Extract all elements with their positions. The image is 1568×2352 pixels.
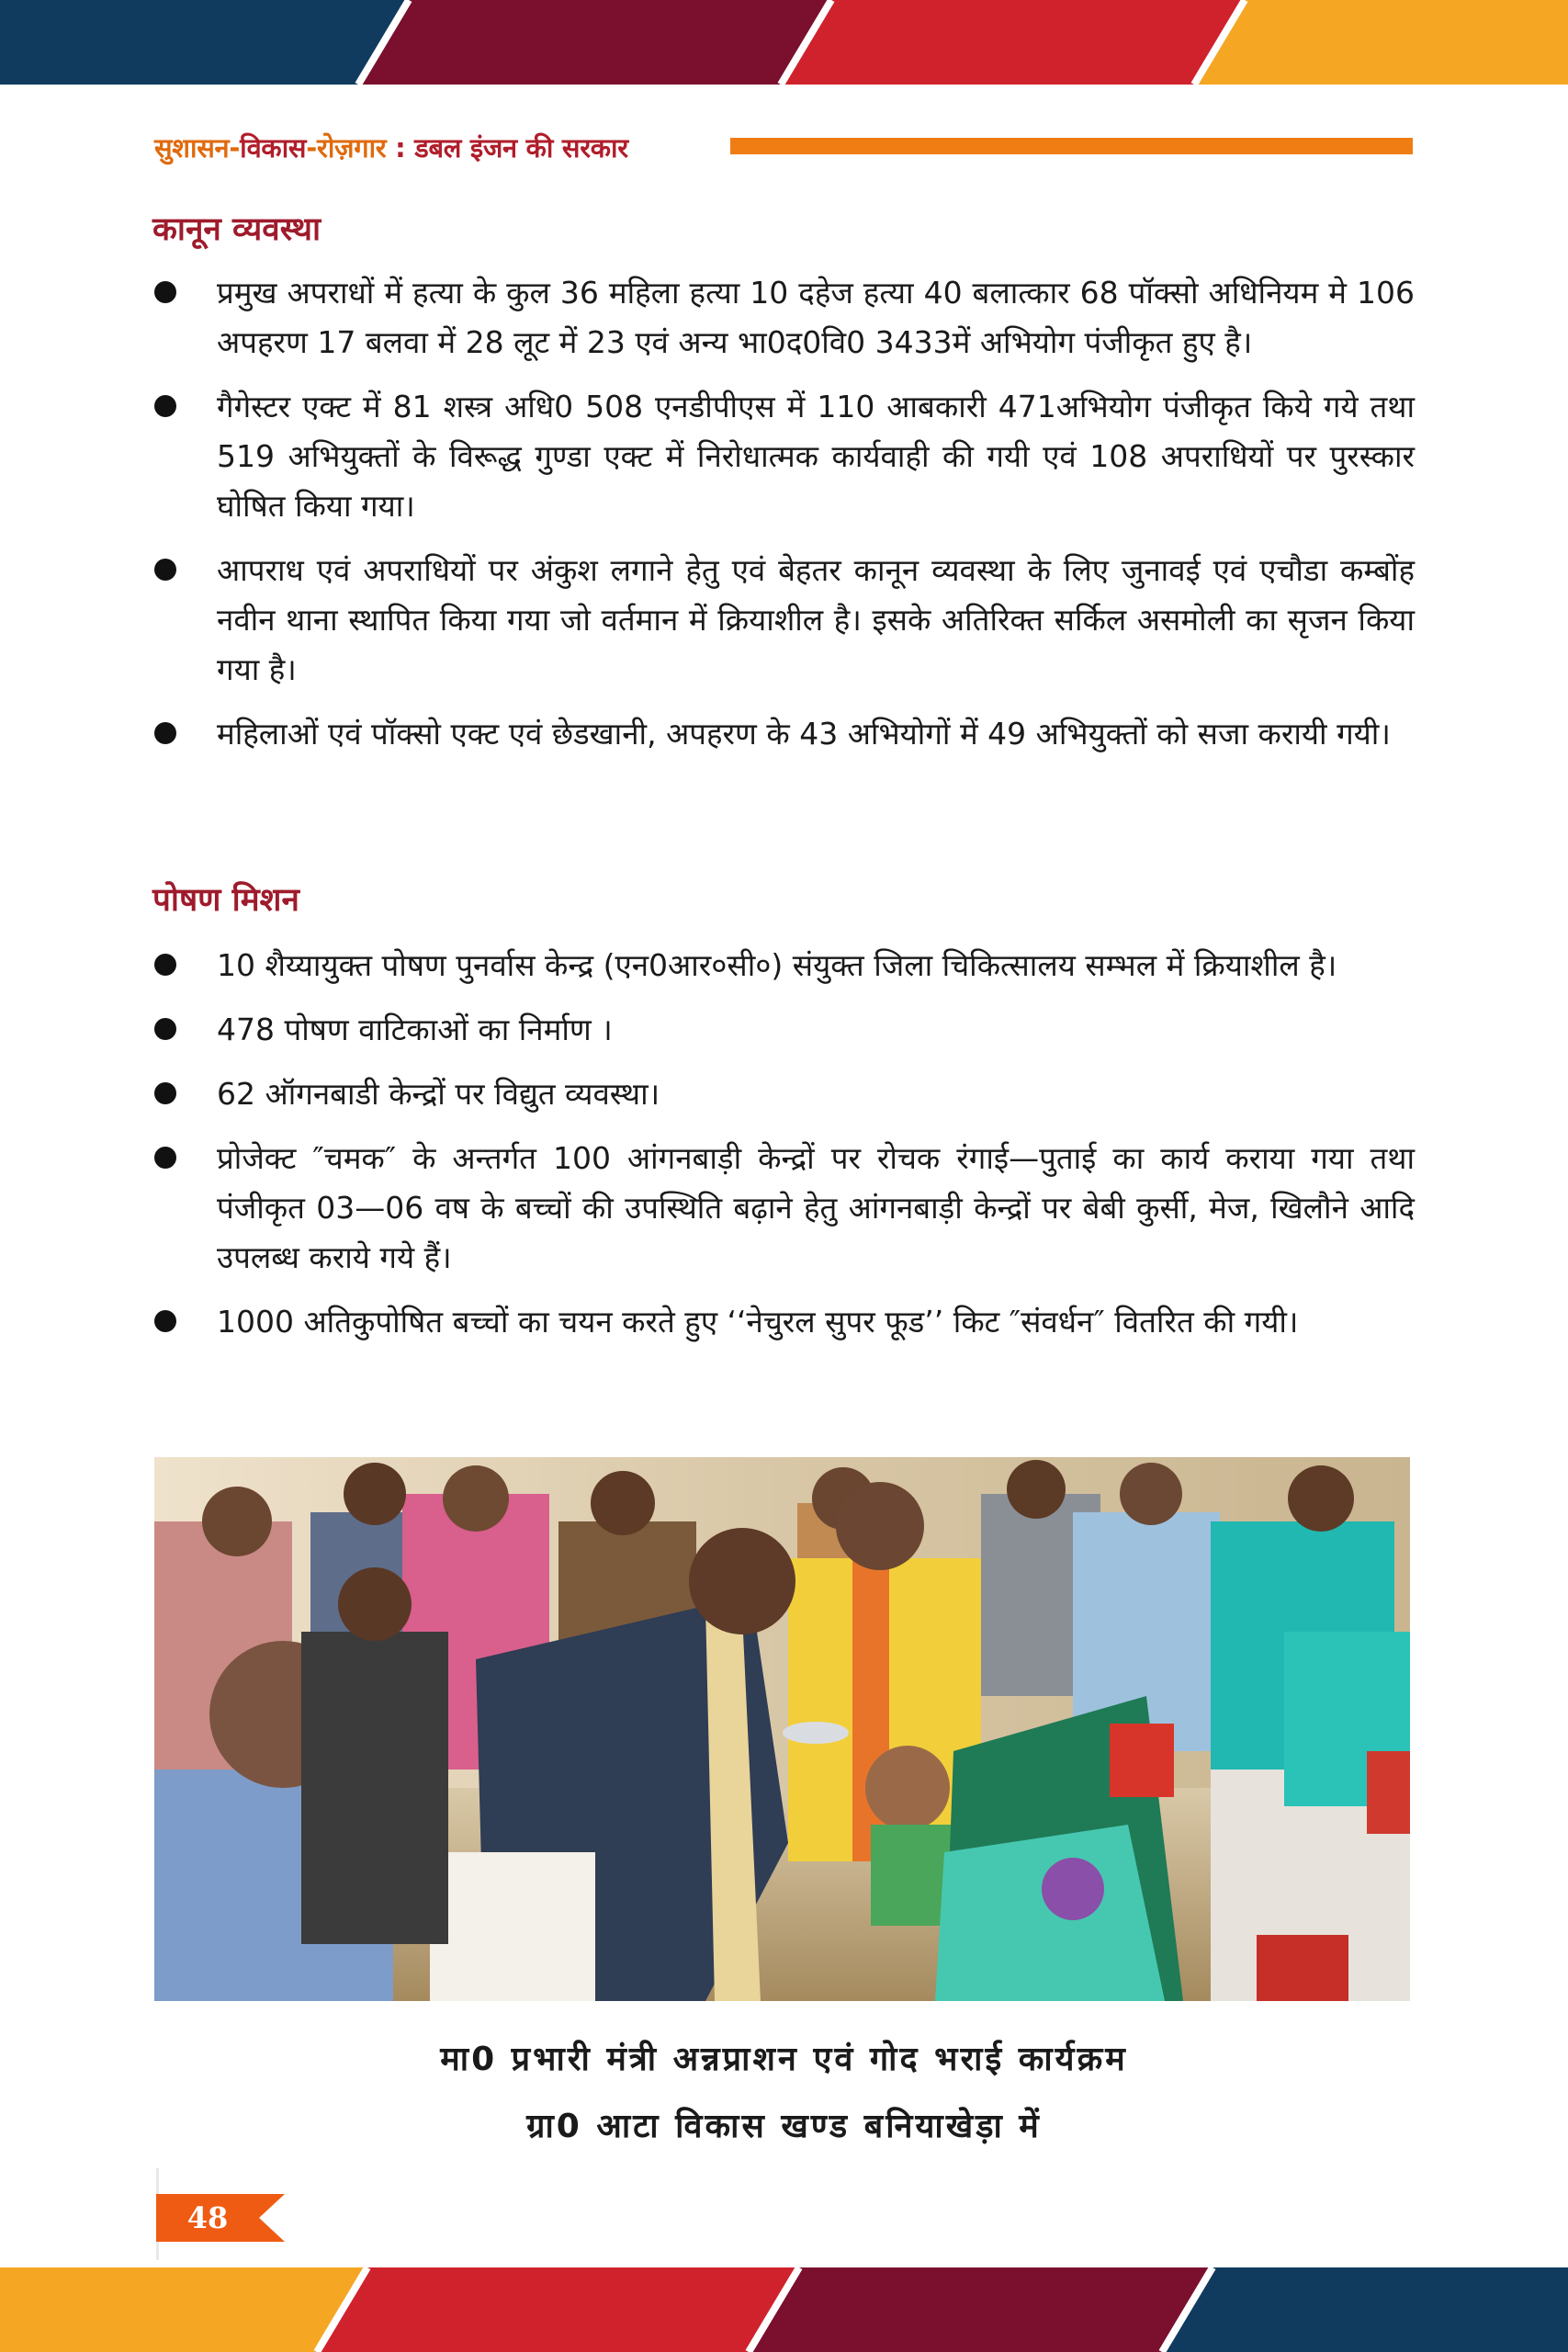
law-order-list [152,268,1415,774]
photo-caption-line-1: मा0 प्रभारी मंत्री अन्नप्राशन एवं गोद भराई कार्यक्रम [440,2041,1128,2078]
bullet-icon [154,1147,176,1169]
photo-caption-line-2: ग्रा0 आटा विकास खण्ड बनियाखेड़ा में [526,2108,1042,2145]
running-head-part-development: विकास [240,131,307,164]
list-item [152,709,1415,759]
list-item [152,1005,1415,1055]
list-item-text: आपराध एवं अपराधियों पर अंकुश लगाने हेतु एवं बेहतर कानून व्यवस्था के लिए जुनावई एवं एचौडा कम्बोंह नवीन थाना स्थापित किया गया जो वर्तमान में क्रियाशील है। इसके अतिरिक्त सर्किल असमोली का सृजन किया गया है। [217,552,1415,687]
list-item-text: गैगेस्टर एक्ट में 81 शस्त्र अधि0 508 एनडीपीएस में 110 आबकारी 471अभियोग पंजीकृत किये गये तथा 519 अभियुक्तों के विरूद्ध गुण्डा एक्ट में निरोधात्मक कार्यवाही की गयी एवं 108 अपराधियों पर पुरस्कार घोषित किया गया। [217,389,1415,524]
list-item-text: 1000 अतिकुपोषित बच्चों का चयन करते हुए ‘‘नेचुरल सुपर फूड’’ किट ″संवर्धन″ वितरित की गयी। [217,1304,1299,1340]
list-item-text: महिलाओं एवं पॉक्सो एक्ट एवं छेडखानी, अपहरण के 43 अभियोगों में 49 अभियुक्तों को सजा करायी गयी। [217,716,1391,752]
list-item-text: प्रमुख अपराधों में हत्या के कुल 36 महिला हत्या 10 दहेज हत्या 40 बलात्कार 68 पॉक्सो अधिनियम मे 106 अपहरण 17 बलवा में 28 लूट में 23 एवं अन्य भा0द0वि0 3433में अभियोग पंजीकृत हुए है। [217,275,1415,360]
running-head-separator: - [229,131,241,164]
running-head-part-governance: सुशासन [154,131,230,164]
running-head-part-employment: रोज़गार [316,131,387,164]
bullet-icon [154,281,176,303]
bullet-icon [154,722,176,744]
list-item-text: 62 ऑगनबाडी केन्द्रों पर विद्युत व्यवस्था। [217,1076,660,1112]
section-title-law-order: कानून व्यवस्था [152,211,321,248]
list-item [152,382,1415,531]
list-item [152,268,1415,368]
top-color-band [0,0,1568,85]
bullet-icon [154,559,176,581]
running-head-rule [730,138,1413,154]
running-head-text [154,130,628,165]
list-item-text: 10 शैय्यायुक्त पोषण पुनर्वास केन्द्र (एन0आर०सी०) संयुक्त जिला चिकित्सालय सम्भल में क्रियाशील है। [217,947,1337,983]
list-item-text: 478 पोषण वाटिकाओं का निर्माण । [217,1012,613,1047]
bullet-icon [154,1310,176,1332]
list-item [152,1134,1415,1283]
running-head-separator: - [306,131,317,164]
section-title-nutrition-mission: पोषण मिशन [152,882,299,919]
bullet-icon [154,954,176,976]
bullet-icon [154,395,176,417]
list-item-text: प्रोजेक्ट ″चमक″ के अन्तर्गत 100 आंगनबाड़ी केन्द्रों पर रोचक रंगाई—पुताई का कार्य कराया गया तथा पंजीकृत 03—06 वष के बच्चों की उपस्थिति बढ़ाने हेतु आंगनबाड़ी केन्द्रों पर बेबी कुर्सी, मेज, खिलौने आदि उपलब्ध कराये गये हैं। [217,1140,1415,1275]
list-item [152,941,1415,990]
event-photo [154,1457,1410,2001]
bottom-color-band [0,2267,1568,2352]
list-item [152,1069,1415,1119]
list-item [152,546,1415,695]
page-number: 48 [186,2200,229,2235]
running-head [154,127,628,167]
nutrition-mission-list [152,941,1415,1362]
running-head-part-double-engine: : डबल इंजन की सरकार [386,131,628,164]
bullet-icon [154,1082,176,1104]
bullet-icon [154,1018,176,1040]
list-item [152,1297,1415,1347]
